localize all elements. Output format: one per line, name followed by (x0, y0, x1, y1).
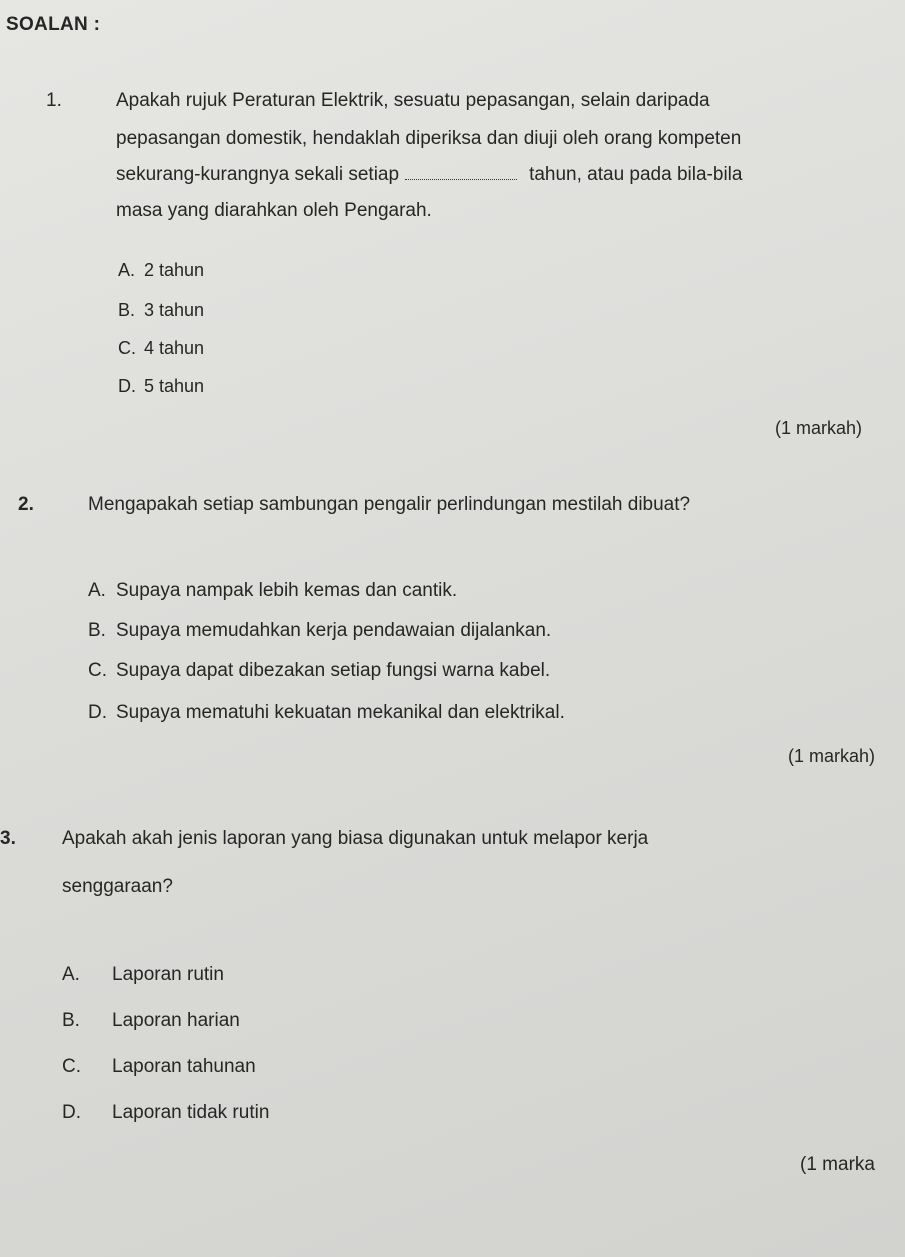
question-1-line-3-end: tahun, atau pada bila-bila (529, 164, 743, 185)
answer-blank (405, 165, 517, 180)
question-2-option-d[interactable] (88, 702, 565, 724)
option-text: Supaya memudahkan kerja pendawaian dijalankan. (116, 620, 552, 641)
question-3-option-c[interactable] (62, 1056, 256, 1078)
option-text: 5 tahun (144, 376, 205, 396)
option-letter: D. (118, 376, 136, 396)
option-text: Supaya nampak lebih kemas dan cantik. (116, 580, 458, 601)
option-letter: B. (88, 620, 106, 641)
option-letter: A. (62, 964, 80, 985)
question-1-number: 1. (46, 90, 62, 111)
section-heading: SOALAN : (6, 14, 101, 35)
option-letter: C. (88, 660, 107, 681)
option-letter: A. (118, 260, 136, 280)
question-2-option-b[interactable] (88, 620, 551, 642)
option-letter: C. (62, 1056, 81, 1077)
question-1-option-b[interactable] (118, 300, 204, 321)
option-letter: C. (118, 338, 136, 358)
option-text: 3 tahun (144, 300, 205, 320)
question-3-option-b[interactable] (62, 1010, 240, 1032)
option-letter: B. (62, 1010, 80, 1031)
option-text: Supaya dapat dibezakan setiap fungsi warna kabel. (116, 660, 551, 681)
option-letter: A. (88, 580, 106, 601)
option-text: 4 tahun (144, 338, 205, 358)
question-1-line-4: masa yang diarahkan oleh Pengarah. (116, 200, 432, 221)
question-3-number: 3. (0, 828, 16, 849)
question-1-line-2: pepasangan domestik, hendaklah diperiksa dan diuji oleh orang kompeten (116, 128, 742, 149)
option-letter: D. (62, 1102, 81, 1123)
question-1-line-3-start: sekurang-kurangnya sekali setiap (116, 164, 400, 185)
question-3-marks: (1 marka (800, 1154, 875, 1175)
option-text: Laporan rutin (112, 964, 224, 985)
option-letter: D. (88, 702, 107, 723)
question-1-option-d[interactable] (118, 376, 204, 397)
question-1-option-c[interactable] (118, 338, 204, 359)
question-2-marks: (1 markah) (788, 746, 876, 766)
question-1-option-a[interactable] (118, 260, 204, 281)
option-text: Laporan tidak rutin (112, 1102, 270, 1123)
question-3-option-a[interactable] (62, 964, 224, 986)
question-1-line-3 (116, 164, 742, 186)
question-3-option-d[interactable] (62, 1102, 269, 1124)
option-text: Laporan tahunan (112, 1056, 256, 1077)
option-letter: B. (118, 300, 136, 320)
question-3-line-2: senggaraan? (62, 876, 173, 897)
question-2-line-1: Mengapakah setiap sambungan pengalir perlindungan mestilah dibuat? (88, 494, 691, 515)
question-2-number: 2. (18, 494, 34, 515)
question-2-option-c[interactable] (88, 660, 550, 682)
question-1-line-1: Apakah rujuk Peraturan Elektrik, sesuatu pepasangan, selain daripada (116, 90, 710, 111)
question-2-option-a[interactable] (88, 580, 457, 602)
option-text: Laporan harian (112, 1010, 240, 1031)
option-text: 2 tahun (144, 260, 205, 280)
option-text: Supaya mematuhi kekuatan mekanikal dan elektrikal. (116, 702, 565, 723)
question-3-line-1: Apakah akah jenis laporan yang biasa digunakan untuk melapor kerja (62, 828, 649, 849)
question-1-marks: (1 markah) (775, 418, 863, 438)
